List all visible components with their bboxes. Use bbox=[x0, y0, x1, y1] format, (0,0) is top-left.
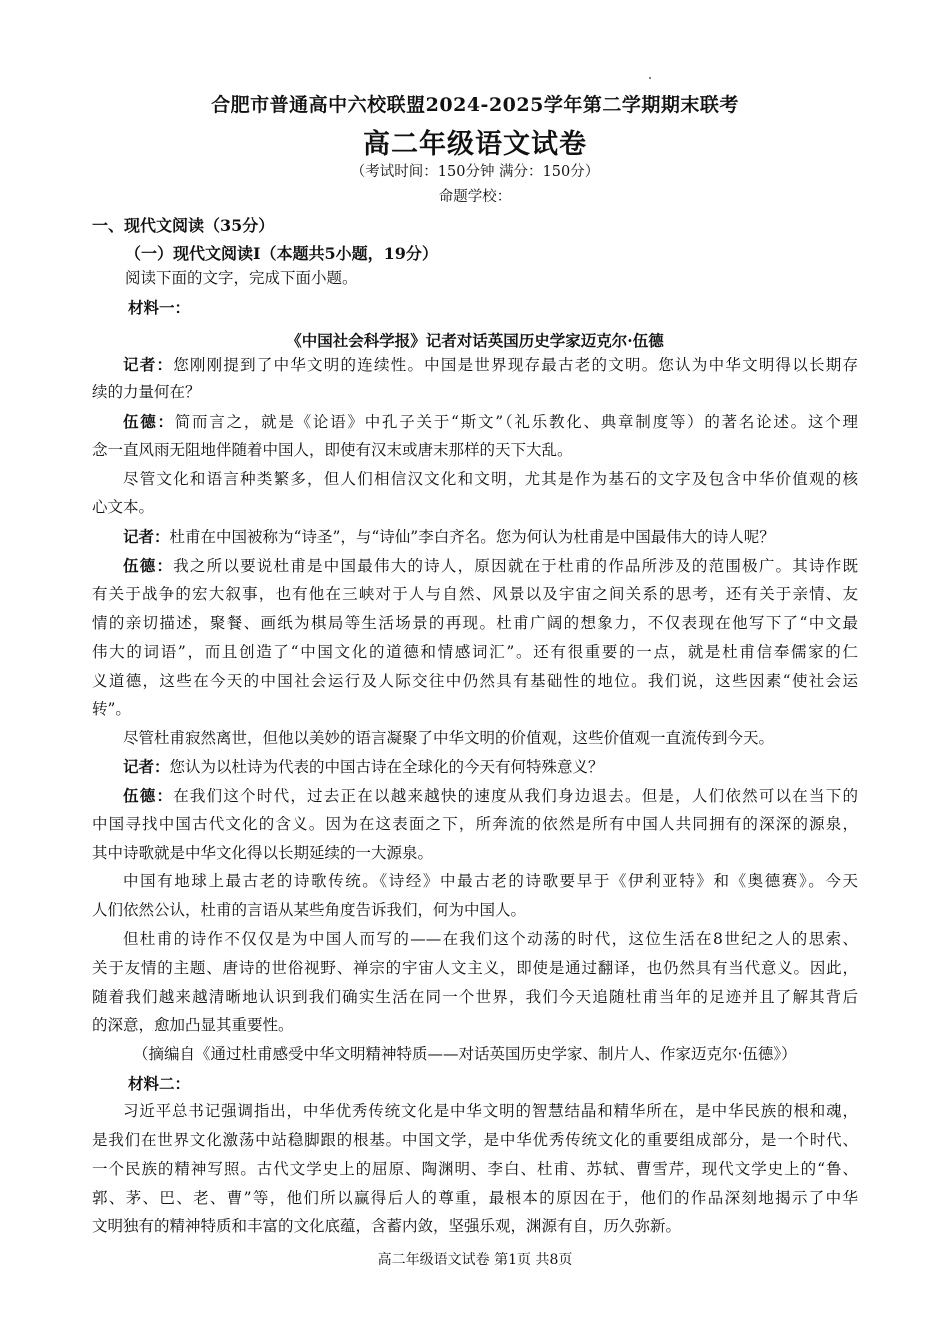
text-line: 是我们在世界文化激荡中站稳脚跟的根基。中国文学，是中华优秀传统文化的重要组成部分，是一个时代、 bbox=[92, 1131, 858, 1149]
line-text: 我之所以要说杜甫是中国最伟大的诗人，原因就在于杜甫的作品所涉及的范围极广。其诗作既 bbox=[173, 557, 858, 575]
line-text: 简而言之，就是《论语》中孔子关于“斯文”（礼乐教化、典章制度等）的著名论述。这个理 bbox=[174, 413, 858, 431]
text-line: 习近平总书记强调指出，中华优秀传统文化是中华文明的智慧结晶和精华所在，是中华民族的根和魂， bbox=[123, 1102, 858, 1120]
instruction: 阅读下面的文字，完成下面小题。 bbox=[125, 269, 358, 287]
line-text: 在我们这个时代，过去正在以越来越快的速度从我们身边退去。但是，人们依然可以在当下的 bbox=[173, 787, 858, 805]
text-line bbox=[123, 759, 604, 776]
text-line: 文明独有的精神特质和丰富的文化底蕴，含蓄内敛，坚强乐观，渊源有自，历久弥新。 bbox=[92, 1217, 682, 1235]
material-label: 材料二： bbox=[128, 1074, 191, 1093]
text-line: 随着我们越来越清晰地认识到我们确实生活在同一个世界，我们今天追随杜甫当年的足迹并且了解其背后 bbox=[92, 988, 858, 1006]
text-line: 尽管文化和语言种类繁多，但人们相信汉文化和文明，尤其是作为基石的文字及包含中华价值观的核 bbox=[123, 470, 858, 488]
speck-dot bbox=[649, 77, 651, 79]
line-text: 您刚刚提到了中华文明的连续性。中国是世界现存最古老的文明。您认为中华文明得以长期存 bbox=[173, 356, 858, 374]
exam-title: 合肥市普通高中六校联盟2024-2025学年第二学期期末联考 bbox=[211, 94, 739, 116]
line-text: 杜甫在中国被称为“诗圣”，与“诗仙”李白齐名。您为何认为杜甫是中国最伟大的诗人呢？ bbox=[169, 528, 775, 546]
material-title: 《中国社会科学报》记者对话英国历史学家迈克尔·伍德 bbox=[286, 331, 664, 350]
text-line: 其中诗歌就是中华文化得以长期延续的一大源泉。 bbox=[92, 844, 434, 862]
text-line: 心文本。 bbox=[92, 498, 155, 516]
text-line: 人们依然公认，杜甫的言语从某些角度告诉我们，何为中国人。 bbox=[92, 901, 527, 919]
exam-info: （考试时间：150分钟 满分：150分） bbox=[350, 164, 600, 180]
text-line: 中国有地球上最古老的诗歌传统。《诗经》中最古老的诗歌要早于《伊利亚特》和《奥德赛》。今天 bbox=[123, 872, 858, 890]
section-heading: 一、现代文阅读（35分） bbox=[92, 216, 275, 235]
text-line: 一个民族的精神写照。古代文学史上的屈原、陶渊明、李白、杜甫、苏轼、曹雪芹，现代文学史上的“鲁、 bbox=[92, 1160, 858, 1178]
text-line: 续的力量何在？ bbox=[92, 383, 201, 401]
speaker-label: 记者： bbox=[123, 355, 174, 374]
page-footer: 高二年级语文试卷 第1页 共8页 bbox=[377, 1252, 573, 1268]
material-label: 材料一： bbox=[128, 298, 191, 317]
text-line bbox=[123, 558, 858, 575]
text-line bbox=[123, 414, 858, 431]
text-line: 中国寻找中国古代文化的含义。因为在这表面之下，所奔流的依然是所有中国人共同拥有的深深的源泉， bbox=[92, 815, 858, 833]
speaker-label: 伍德： bbox=[123, 786, 174, 805]
text-line: 但杜甫的诗作不仅仅是为中国人而写的——在我们这个动荡的时代，这位生活在8世纪之人的思索、 bbox=[123, 930, 858, 948]
text-line: 郭、茅、巴、老、曹”等，他们所以赢得后人的尊重，最根本的原因在于，他们的作品深刻地揭示了中华 bbox=[92, 1189, 858, 1207]
text-line: 关于友情的主题、唐诗的世俗视野、禅宗的宇宙人文主义，即使是通过翻译，也仍然具有当代意义。因此， bbox=[92, 959, 858, 977]
source-note: （摘编自《通过杜甫感受中华文明精神特质——对话英国历史学家、制片人、作家迈克尔·伍德》） bbox=[133, 1045, 797, 1063]
line-text: 您认为以杜诗为代表的中国古诗在全球化的今天有何特殊意义？ bbox=[169, 758, 604, 776]
text-line bbox=[123, 788, 858, 805]
text-line: 伟大的词语”，而且创造了“中国文化的道德和情感词汇”。还有很重要的一点，就是杜甫信奉儒家的仁 bbox=[92, 643, 858, 661]
text-line: 有关于战争的宏大叙事，也有他在三峡对于人与自然、风景以及宇宙之间关系的思考，还有关于亲情、友 bbox=[92, 585, 858, 603]
exam-subtitle: 高二年级语文试卷 bbox=[363, 129, 587, 160]
text-line: 义道德，这些在今天的中国社会运行及人际交往中仍然具有基础性的地位。我们说，这些因素“使社会运 bbox=[92, 672, 858, 690]
school-line: 命题学校： bbox=[438, 189, 512, 205]
part-heading: （一）现代文阅读Ⅰ（本题共5小题，19分） bbox=[125, 244, 438, 263]
speaker-label: 伍德： bbox=[123, 412, 175, 431]
text-line: 情的亲切描述，聚餐、画纸为棋局等生活场景的再现。杜甫广阔的想象力，不仅表现在他写下了“中文最 bbox=[92, 614, 858, 632]
speaker-label: 记者： bbox=[123, 757, 170, 776]
speaker-label: 记者： bbox=[123, 527, 170, 546]
text-line bbox=[123, 529, 775, 546]
text-line bbox=[123, 357, 858, 374]
speaker-label: 伍德： bbox=[123, 556, 174, 575]
text-line: 尽管杜甫寂然离世，但他以美妙的语言凝聚了中华文明的价值观，这些价值观一直流传到今天。 bbox=[123, 729, 775, 747]
text-line: 念一直风雨无阻地伴随着中国人，即使有汉末或唐末那样的天下大乱。 bbox=[92, 441, 573, 459]
text-line: 的深意，愈加凸显其重要性。 bbox=[92, 1016, 294, 1034]
text-line: 转”。 bbox=[92, 700, 131, 718]
